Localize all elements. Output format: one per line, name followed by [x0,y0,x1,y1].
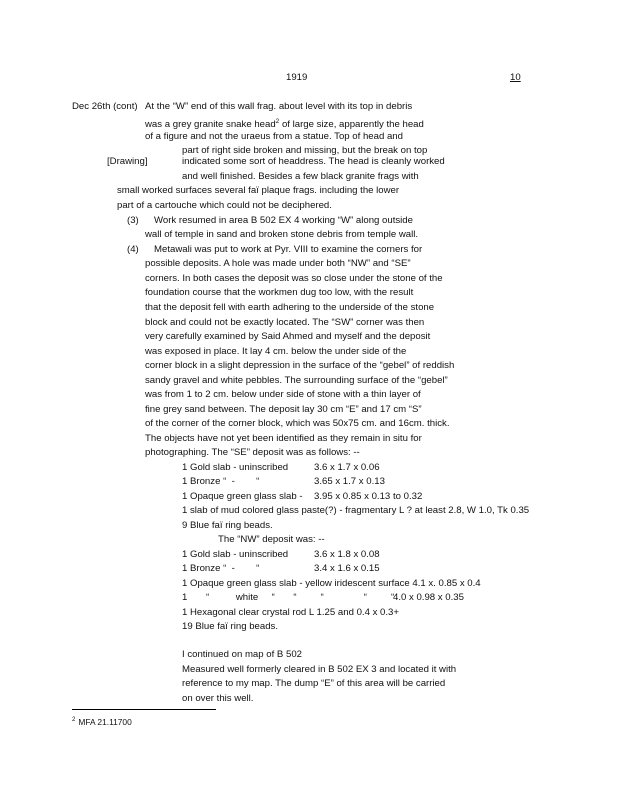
text-line [154,244,422,256]
text-line-content: At the “W” end of this wall frag. about level with its top in debris [145,101,413,112]
text-line [127,215,139,227]
text-line-content: 3.6 x 1.8 x 0.08 [314,549,380,560]
text-line [145,346,406,358]
text-line [182,649,302,661]
text-line-content: of a figure and not the uraeus from a statue. Top of head and [145,131,403,142]
text-line-content: small worked surfaces several faï plaque frags. including the lower [117,185,400,196]
text-line [145,375,448,387]
text-line-content: indicated some sort of headdress. The head is cleanly worked [182,156,445,167]
text-line-content: 1 Opaque green glass slab - [182,491,303,502]
text-line [182,563,259,575]
text-line [127,244,139,256]
text-line-content: wall of temple in sand and broken stone debris from temple wall. [145,229,419,240]
text-line-content: block and could not be exactly located. The “SW” corner was then [145,317,425,328]
text-line [117,185,399,197]
text-line [314,462,380,474]
footnote-rule [72,709,216,710]
text-line-content: that the deposit fell with earth adhering to the underside of the stone [145,302,435,313]
text-line-content: part of a cartouche which could not be deciphered. [117,200,332,211]
text-line [182,607,399,619]
text-line [145,101,412,113]
text-line [182,505,529,517]
footnote-number: 2 [72,717,76,723]
text-line [393,592,464,604]
text-line [145,404,422,416]
text-line-content: was exposed in place. It lay 4 cm. below the under side of the [145,346,407,357]
text-line [182,592,394,604]
text-line [145,116,424,131]
text-line-content: I continued on map of B 502 [182,649,303,660]
text-line-content: possible deposits. A hole was made under both “NW” and “SE” [145,258,411,269]
text-line [182,476,259,488]
text-line [145,258,411,270]
text-line-content: (4) [127,244,139,255]
text-line-content: [Drawing] [107,156,148,167]
text-line-content: 1 Opaque green glass slab - yellow iridescent surface 4.1 x. 0.85 x 0.4 [182,578,481,589]
text-line [145,287,413,299]
text-line [314,476,385,488]
text-line-content: 19 Blue faï ring beads. [182,621,279,632]
text-line [182,491,303,503]
text-line-content: part of right side broken and missing, but the break on top [182,145,428,156]
text-line-content: 1 “ white “ “ “ “ “ [182,592,395,603]
text-line [182,171,419,183]
text-line-content: was from 1 to 2 cm. below under side of stone with a thin layer of [145,389,421,400]
text-line-content: 1 Bronze “ - “ [182,563,260,574]
text-line [145,360,454,372]
text-line-content: 3.6 x 1.7 x 0.06 [314,462,380,473]
text-line-content: 1 Bronze “ - “ [182,476,260,487]
text-line-content: sandy gravel and white pebbles. The surrounding surface of the “gebel” [145,375,448,386]
text-line [218,534,325,546]
text-line-content: Work resumed in area B 502 EX 4 working “W” along outside [154,215,413,226]
text-line [145,131,403,143]
text-line-content: Metawali was put to work at Pyr. VIII to examine the corners for [154,244,423,255]
text-line [145,418,449,430]
footnote-ref: 2 [275,118,280,125]
text-line-content: reference to my map. The dump “E” of this area will be carried [182,678,446,689]
text-line [145,273,443,285]
text-line-content: foundation course that the workmen dug too low, with the result [145,287,414,298]
text-line-content: very carefully examined by Said Ahmed and myself and the deposit [145,331,431,342]
text-line [145,229,418,241]
text-line [145,302,434,314]
text-line-content: 3.4 x 1.6 x 0.15 [314,563,380,574]
text-line [314,549,380,561]
text-line [182,156,445,168]
text-line-content: 1 Gold slab - uninscribed [182,549,289,560]
text-line [145,433,422,445]
text-line [117,200,332,212]
text-line [182,520,273,532]
text-line-content: Measured well formerly cleared in B 502 EX 3 and located it with [182,664,457,675]
text-line [145,389,421,401]
page-header-year: 1919 [286,72,308,83]
page-number: 10 [510,72,521,83]
text-line [314,491,422,503]
text-line [107,156,148,168]
text-line [182,462,288,474]
text-line-content: 9 Blue faï ring beads. [182,520,273,531]
text-line-content: 3.95 x 0.85 x 0.13 to 0.32 [314,491,423,502]
text-line-content: The “NW” deposit was: -- [218,534,325,545]
text-line [182,621,278,633]
text-line-content: 1 slab of mud colored glass paste(?) - fragmentary L ? at least 2.8, W 1.0, Tk 0.35 [182,505,530,516]
text-line-content: The objects have not yet been identified as they remain in situ for [145,433,422,444]
text-line-content: 1 Hexagonal clear crystal rod L 1.25 and 0.4 x 0.3+ [182,607,399,618]
text-line [72,101,138,113]
text-line-continuation: of large size, apparently the head [279,119,424,130]
text-line-content: on over this well. [182,693,254,704]
text-line [145,331,430,343]
footnote [72,717,132,727]
text-line-content: and well finished. Besides a few black granite frags with [182,171,419,182]
text-line-content: corners. In both cases the deposit was so close under the stone of the [145,273,443,284]
text-line-content: fine grey sand between. The deposit lay 30 cm “E” and 17 cm “S” [145,404,422,415]
text-line-content: 3.65 x 1.7 x 0.13 [314,476,385,487]
footnote-text: MFA 21.11700 [78,717,132,727]
text-line-content: Dec 26th (cont) [72,101,138,112]
text-line-content: of the corner of the corner block, which was 50x75 cm. and 16cm. thick. [145,418,450,429]
text-line-content: (3) [127,215,139,226]
text-line [182,578,481,590]
text-line-content: corner block in a slight depression in the surface of the “gebel” of reddish [145,360,455,371]
text-line [145,447,360,459]
text-line-content: 1 Gold slab - uninscribed [182,462,289,473]
text-line [182,693,253,705]
text-line [182,678,445,690]
text-line [154,215,413,227]
text-line-content: photographing. The “SE” deposit was as follows: -- [145,447,360,458]
text-line-content: 4.0 x 0.98 x 0.35 [393,592,464,603]
text-line [182,664,456,676]
text-line-content: was a grey granite snake head [145,119,276,130]
text-line [182,549,288,561]
text-line [145,317,424,329]
text-line [314,563,380,575]
